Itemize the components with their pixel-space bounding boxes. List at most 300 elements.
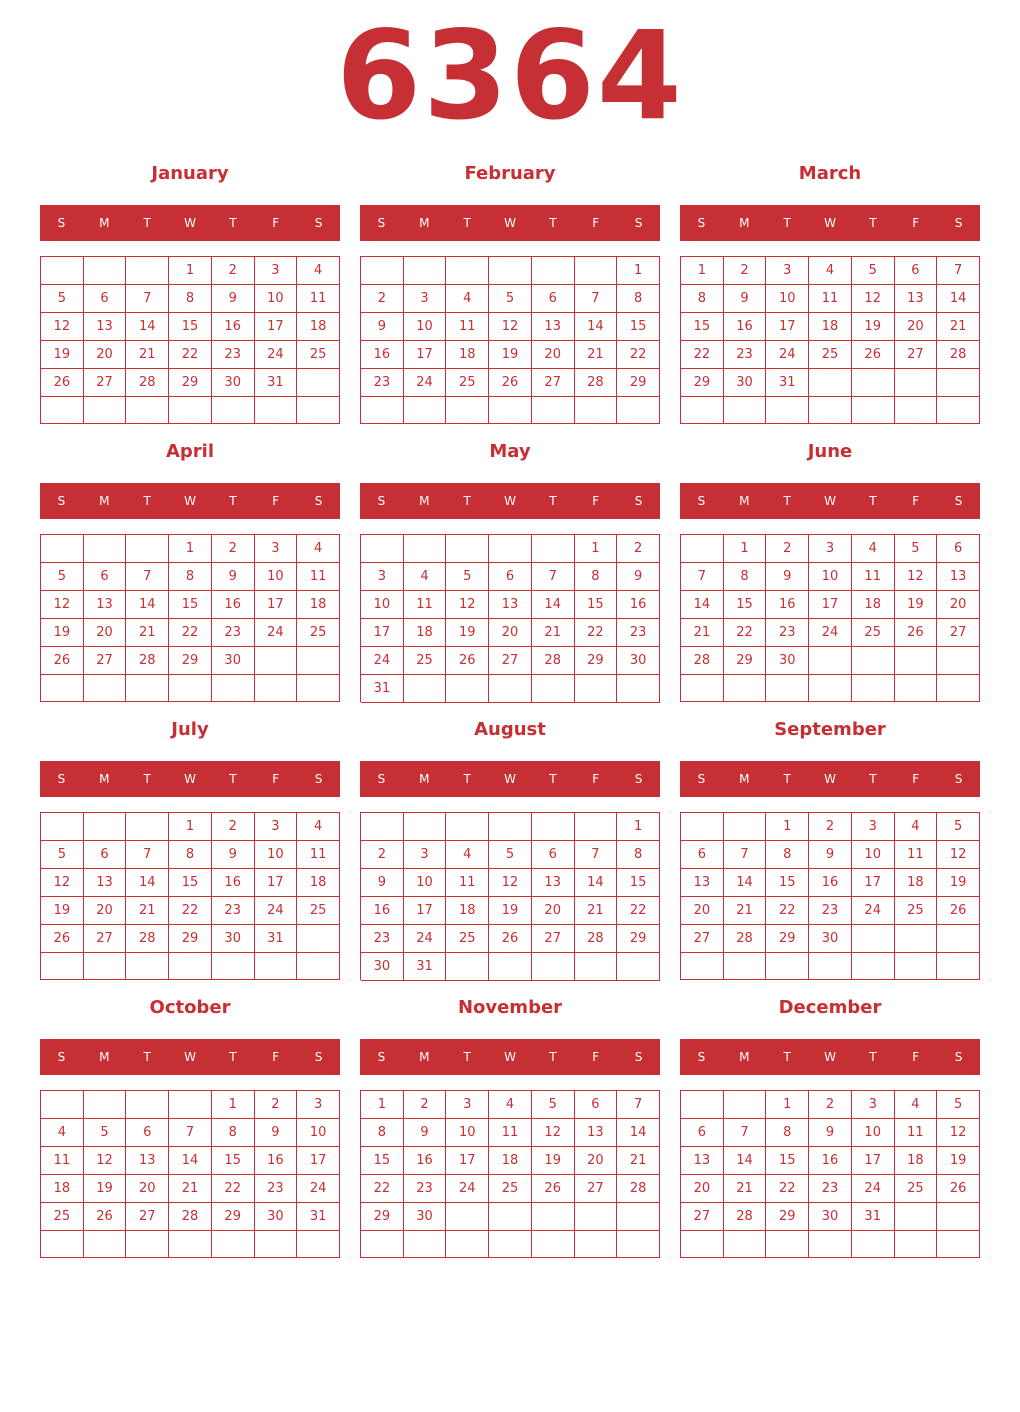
empty-cell: [41, 397, 84, 424]
day-cell: 19: [852, 313, 895, 341]
day-cell: 16: [724, 313, 767, 341]
day-cell: 26: [41, 647, 84, 675]
day-cell: 13: [532, 313, 575, 341]
day-cell: 16: [766, 591, 809, 619]
empty-cell: [852, 369, 895, 397]
empty-cell: [446, 675, 489, 703]
day-cell: 15: [361, 1147, 404, 1175]
weekday-label: M: [99, 1050, 110, 1064]
empty-cell: [532, 953, 575, 981]
empty-cell: [361, 1231, 404, 1258]
day-cell: 24: [255, 341, 298, 369]
day-cell: 30: [766, 647, 809, 675]
empty-cell: [681, 675, 724, 702]
day-cell: 28: [532, 647, 575, 675]
empty-cell: [84, 813, 127, 841]
day-cell: 13: [126, 1147, 169, 1175]
day-cell: 21: [126, 897, 169, 925]
empty-cell: [361, 257, 404, 285]
weekday-label: S: [57, 216, 66, 230]
empty-cell: [681, 813, 724, 841]
day-cell: 25: [404, 647, 447, 675]
day-cell: 3: [809, 535, 852, 563]
day-cell: 10: [297, 1119, 340, 1147]
day-cell: 14: [575, 313, 618, 341]
empty-cell: [937, 397, 980, 424]
day-cell: 29: [617, 369, 660, 397]
empty-cell: [489, 1231, 532, 1258]
weekday-label: S: [697, 1050, 706, 1064]
day-cell: 17: [361, 619, 404, 647]
day-cell: 23: [255, 1175, 298, 1203]
day-cell: 13: [937, 563, 980, 591]
day-cell: 18: [446, 341, 489, 369]
day-cell: 27: [681, 925, 724, 953]
day-cell: 7: [617, 1091, 660, 1119]
day-cell: 13: [84, 313, 127, 341]
day-cell: 29: [766, 925, 809, 953]
empty-cell: [575, 1231, 618, 1258]
day-cell: 12: [852, 285, 895, 313]
weekday-label: T: [869, 494, 877, 508]
day-cell: 28: [724, 925, 767, 953]
empty-cell: [575, 675, 618, 703]
empty-cell: [852, 675, 895, 702]
day-cell: 10: [255, 285, 298, 313]
empty-cell: [895, 1203, 938, 1231]
day-cell: 10: [404, 869, 447, 897]
day-cell: 22: [169, 341, 212, 369]
empty-cell: [297, 369, 340, 397]
empty-cell: [41, 257, 84, 285]
day-cell: 24: [852, 1175, 895, 1203]
day-cell: 21: [169, 1175, 212, 1203]
day-cell: 9: [809, 1119, 852, 1147]
day-cell: 1: [724, 535, 767, 563]
weekday-label: S: [634, 494, 643, 508]
day-cell: 19: [41, 619, 84, 647]
day-cell: 10: [446, 1119, 489, 1147]
day-cell: 19: [937, 1147, 980, 1175]
day-cell: 8: [575, 563, 618, 591]
empty-cell: [809, 647, 852, 675]
day-cell: 5: [937, 1091, 980, 1119]
day-cell: 19: [532, 1147, 575, 1175]
month-name: December: [778, 997, 882, 1018]
empty-cell: [724, 397, 767, 424]
day-cell: 18: [809, 313, 852, 341]
day-cell: 26: [489, 925, 532, 953]
weekday-label: S: [697, 494, 706, 508]
weekday-label: S: [954, 494, 963, 508]
weekday-label: S: [57, 772, 66, 786]
day-cell: 7: [126, 285, 169, 313]
day-cell: 6: [681, 841, 724, 869]
day-cell: 31: [255, 925, 298, 953]
day-cell: 1: [681, 257, 724, 285]
day-cell: 21: [575, 341, 618, 369]
day-cell: 18: [297, 591, 340, 619]
month-name: July: [171, 719, 209, 740]
day-cell: 30: [212, 925, 255, 953]
day-cell: 20: [681, 1175, 724, 1203]
empty-cell: [852, 397, 895, 424]
empty-cell: [404, 813, 447, 841]
empty-cell: [532, 675, 575, 703]
empty-cell: [617, 1231, 660, 1258]
weekday-label: T: [143, 1050, 151, 1064]
day-cell: 3: [766, 257, 809, 285]
weekday-label: S: [634, 216, 643, 230]
day-cell: 27: [126, 1203, 169, 1231]
day-cell: 1: [617, 813, 660, 841]
empty-cell: [681, 535, 724, 563]
day-cell: 3: [255, 257, 298, 285]
weekday-label: S: [954, 216, 963, 230]
day-cell: 27: [575, 1175, 618, 1203]
empty-cell: [724, 675, 767, 702]
empty-cell: [852, 925, 895, 953]
day-cell: 16: [255, 1147, 298, 1175]
empty-cell: [126, 953, 169, 980]
day-cell: 19: [84, 1175, 127, 1203]
day-cell: 31: [297, 1203, 340, 1231]
empty-cell: [41, 953, 84, 980]
day-cell: 7: [126, 841, 169, 869]
empty-cell: [212, 1231, 255, 1258]
day-cell: 28: [681, 647, 724, 675]
day-cell: 13: [532, 869, 575, 897]
day-cell: 25: [489, 1175, 532, 1203]
day-cell: 15: [575, 591, 618, 619]
day-cell: 24: [297, 1175, 340, 1203]
weekday-label: W: [824, 494, 836, 508]
empty-cell: [297, 675, 340, 702]
empty-cell: [446, 535, 489, 563]
day-cell: 7: [575, 285, 618, 313]
empty-cell: [937, 675, 980, 702]
empty-cell: [489, 397, 532, 424]
weekday-label: T: [549, 216, 557, 230]
weekday-label: M: [99, 216, 110, 230]
day-cell: 22: [169, 897, 212, 925]
empty-cell: [446, 953, 489, 981]
month-name: August: [474, 719, 546, 740]
empty-cell: [489, 675, 532, 703]
empty-cell: [575, 397, 618, 424]
day-cell: 17: [297, 1147, 340, 1175]
empty-cell: [617, 397, 660, 424]
day-cell: 28: [169, 1203, 212, 1231]
month-name: February: [464, 163, 556, 184]
empty-cell: [489, 257, 532, 285]
empty-cell: [852, 1231, 895, 1258]
day-cell: 10: [809, 563, 852, 591]
weekday-header: [680, 205, 980, 241]
day-cell: 17: [404, 341, 447, 369]
day-cell: 25: [895, 1175, 938, 1203]
day-cell: 28: [724, 1203, 767, 1231]
empty-cell: [532, 535, 575, 563]
day-cell: 30: [809, 1203, 852, 1231]
day-cell: 17: [852, 869, 895, 897]
day-cell: 20: [532, 897, 575, 925]
day-cell: 6: [84, 563, 127, 591]
day-cell: 18: [895, 869, 938, 897]
day-cell: 25: [895, 897, 938, 925]
day-cell: 20: [532, 341, 575, 369]
weekday-label: T: [783, 494, 791, 508]
day-cell: 20: [681, 897, 724, 925]
empty-cell: [84, 397, 127, 424]
day-cell: 24: [255, 897, 298, 925]
weekday-header: [40, 761, 340, 797]
empty-cell: [809, 397, 852, 424]
empty-cell: [446, 1231, 489, 1258]
day-cell: 18: [297, 313, 340, 341]
day-cell: 8: [169, 841, 212, 869]
day-cell: 8: [169, 563, 212, 591]
day-cell: 14: [937, 285, 980, 313]
day-cell: 14: [617, 1119, 660, 1147]
day-cell: 1: [212, 1091, 255, 1119]
day-cell: 18: [852, 591, 895, 619]
day-cell: 29: [212, 1203, 255, 1231]
day-cell: 6: [532, 285, 575, 313]
day-cell: 26: [532, 1175, 575, 1203]
day-cell: 2: [404, 1091, 447, 1119]
empty-cell: [255, 397, 298, 424]
day-grid: [680, 812, 980, 980]
day-cell: 29: [169, 647, 212, 675]
empty-cell: [212, 675, 255, 702]
day-cell: 7: [126, 563, 169, 591]
empty-cell: [361, 813, 404, 841]
day-cell: 22: [617, 897, 660, 925]
empty-cell: [126, 675, 169, 702]
day-cell: 11: [489, 1119, 532, 1147]
empty-cell: [84, 953, 127, 980]
day-cell: 19: [446, 619, 489, 647]
day-cell: 16: [212, 313, 255, 341]
weekday-label: W: [184, 772, 196, 786]
day-cell: 1: [575, 535, 618, 563]
day-cell: 26: [852, 341, 895, 369]
empty-cell: [169, 397, 212, 424]
day-cell: 21: [681, 619, 724, 647]
weekday-label: T: [783, 216, 791, 230]
day-cell: 1: [766, 813, 809, 841]
day-cell: 14: [126, 313, 169, 341]
day-grid: [360, 1090, 660, 1258]
weekday-label: F: [592, 772, 600, 786]
empty-cell: [724, 1231, 767, 1258]
day-cell: 9: [404, 1119, 447, 1147]
empty-cell: [297, 953, 340, 980]
empty-cell: [617, 953, 660, 981]
day-cell: 5: [41, 563, 84, 591]
day-cell: 31: [766, 369, 809, 397]
day-cell: 9: [724, 285, 767, 313]
day-cell: 18: [489, 1147, 532, 1175]
day-cell: 31: [852, 1203, 895, 1231]
day-cell: 28: [617, 1175, 660, 1203]
empty-cell: [84, 1091, 127, 1119]
weekday-label: S: [377, 216, 386, 230]
day-cell: 5: [446, 563, 489, 591]
day-cell: 27: [937, 619, 980, 647]
day-cell: 29: [169, 369, 212, 397]
empty-cell: [297, 647, 340, 675]
day-cell: 26: [937, 897, 980, 925]
weekday-label: S: [954, 1050, 963, 1064]
day-cell: 4: [809, 257, 852, 285]
empty-cell: [41, 675, 84, 702]
day-cell: 27: [681, 1203, 724, 1231]
day-cell: 17: [766, 313, 809, 341]
weekday-label: T: [229, 1050, 237, 1064]
empty-cell: [532, 257, 575, 285]
weekday-header: [680, 761, 980, 797]
day-cell: 1: [169, 535, 212, 563]
weekday-label: M: [739, 216, 750, 230]
day-cell: 23: [724, 341, 767, 369]
day-cell: 15: [169, 869, 212, 897]
day-cell: 30: [361, 953, 404, 981]
weekday-label: F: [912, 772, 920, 786]
day-cell: 28: [575, 925, 618, 953]
empty-cell: [937, 953, 980, 980]
weekday-label: M: [739, 1050, 750, 1064]
weekday-label: T: [783, 1050, 791, 1064]
weekday-header: [360, 761, 660, 797]
day-cell: 30: [809, 925, 852, 953]
day-cell: 14: [681, 591, 724, 619]
day-cell: 11: [446, 313, 489, 341]
empty-cell: [681, 1091, 724, 1119]
month-name: November: [457, 997, 563, 1018]
day-cell: 12: [937, 1119, 980, 1147]
empty-cell: [766, 397, 809, 424]
weekday-header: [680, 1039, 980, 1075]
day-cell: 24: [446, 1175, 489, 1203]
day-cell: 27: [84, 647, 127, 675]
empty-cell: [84, 257, 127, 285]
day-cell: 24: [404, 369, 447, 397]
empty-cell: [895, 397, 938, 424]
empty-cell: [809, 1231, 852, 1258]
day-cell: 6: [84, 285, 127, 313]
weekday-label: W: [184, 494, 196, 508]
day-cell: 30: [212, 647, 255, 675]
weekday-label: F: [592, 494, 600, 508]
day-cell: 30: [617, 647, 660, 675]
day-cell: 26: [895, 619, 938, 647]
day-cell: 22: [681, 341, 724, 369]
weekday-label: S: [954, 772, 963, 786]
day-cell: 24: [404, 925, 447, 953]
weekday-label: T: [143, 216, 151, 230]
day-cell: 23: [361, 369, 404, 397]
day-cell: 9: [212, 841, 255, 869]
day-cell: 27: [895, 341, 938, 369]
day-cell: 15: [169, 313, 212, 341]
month-name: October: [149, 997, 231, 1018]
day-cell: 31: [361, 675, 404, 703]
empty-cell: [169, 953, 212, 980]
day-cell: 2: [361, 285, 404, 313]
weekday-label: W: [184, 1050, 196, 1064]
weekday-label: W: [504, 1050, 516, 1064]
day-cell: 12: [489, 313, 532, 341]
day-cell: 16: [361, 897, 404, 925]
day-cell: 15: [724, 591, 767, 619]
day-cell: 12: [41, 869, 84, 897]
weekday-label: T: [463, 772, 471, 786]
day-cell: 12: [937, 841, 980, 869]
day-cell: 8: [169, 285, 212, 313]
empty-cell: [937, 369, 980, 397]
day-cell: 26: [489, 369, 532, 397]
day-grid: [40, 534, 340, 702]
day-cell: 9: [361, 313, 404, 341]
day-cell: 22: [617, 341, 660, 369]
empty-cell: [126, 257, 169, 285]
day-cell: 5: [41, 285, 84, 313]
empty-cell: [255, 953, 298, 980]
weekday-header: [40, 483, 340, 519]
empty-cell: [617, 675, 660, 703]
day-cell: 8: [617, 285, 660, 313]
empty-cell: [126, 397, 169, 424]
day-grid: [680, 256, 980, 424]
weekday-label: T: [549, 1050, 557, 1064]
weekday-label: F: [272, 216, 280, 230]
empty-cell: [169, 675, 212, 702]
weekday-label: T: [143, 772, 151, 786]
day-cell: 21: [937, 313, 980, 341]
empty-cell: [766, 675, 809, 702]
weekday-label: W: [824, 216, 836, 230]
empty-cell: [84, 535, 127, 563]
day-cell: 14: [724, 869, 767, 897]
empty-cell: [361, 535, 404, 563]
day-cell: 11: [297, 563, 340, 591]
weekday-label: S: [377, 1050, 386, 1064]
day-cell: 3: [404, 285, 447, 313]
weekday-header: [40, 1039, 340, 1075]
day-cell: 3: [404, 841, 447, 869]
day-cell: 4: [489, 1091, 532, 1119]
empty-cell: [724, 813, 767, 841]
day-cell: 20: [937, 591, 980, 619]
empty-cell: [446, 1203, 489, 1231]
day-cell: 4: [895, 813, 938, 841]
day-cell: 5: [489, 841, 532, 869]
day-cell: 17: [404, 897, 447, 925]
empty-cell: [404, 1231, 447, 1258]
day-cell: 4: [297, 813, 340, 841]
day-cell: 26: [84, 1203, 127, 1231]
day-cell: 16: [617, 591, 660, 619]
weekday-label: T: [783, 772, 791, 786]
empty-cell: [489, 813, 532, 841]
day-cell: 29: [617, 925, 660, 953]
day-cell: 2: [212, 813, 255, 841]
day-cell: 2: [766, 535, 809, 563]
day-cell: 23: [766, 619, 809, 647]
empty-cell: [126, 813, 169, 841]
